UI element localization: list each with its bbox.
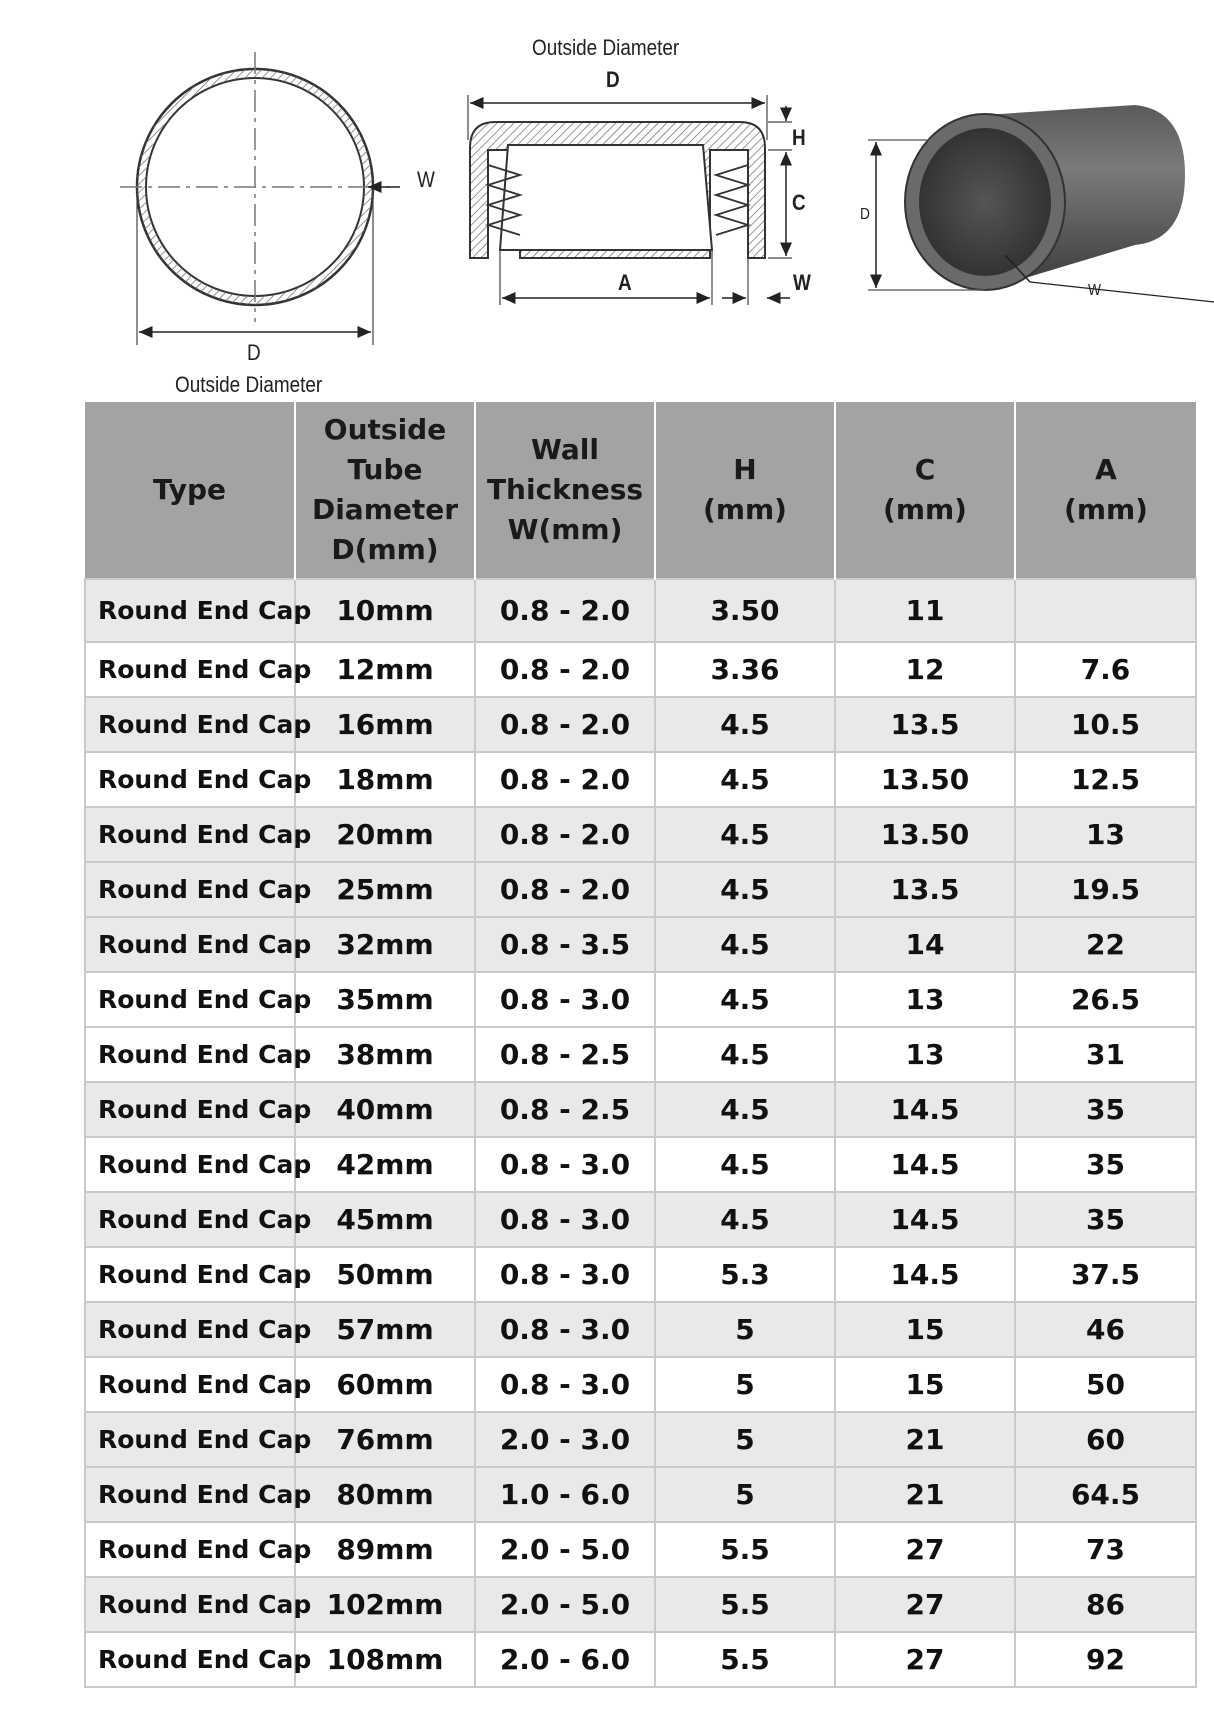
h-cell: 4.5	[655, 1137, 835, 1192]
column-header-line: (mm)	[883, 493, 967, 526]
wall-thickness-cell: 0.8 - 3.0	[475, 1137, 655, 1192]
h-cell: 3.36	[655, 642, 835, 697]
a-cell: 73	[1015, 1522, 1196, 1577]
diagram-area	[0, 0, 1214, 400]
spec-table	[84, 402, 1197, 1688]
c-cell: 13	[835, 972, 1015, 1027]
a-cell: 46	[1015, 1302, 1196, 1357]
h-cell: 5	[655, 1357, 835, 1412]
wall-thickness-cell: 0.8 - 2.0	[475, 862, 655, 917]
diameter-cell: 108mm	[295, 1632, 475, 1687]
tube-d-label: D	[860, 206, 870, 223]
column-header-line: Tube	[347, 453, 423, 486]
a-cell: 7.6	[1015, 642, 1196, 697]
h-cell: 4.5	[655, 972, 835, 1027]
diameter-cell: 80mm	[295, 1467, 475, 1522]
h-cell: 4.5	[655, 697, 835, 752]
c-cell: 21	[835, 1467, 1015, 1522]
type-cell: Round End Cap	[85, 972, 295, 1027]
type-cell: Round End Cap	[85, 1522, 295, 1577]
column-header-line: Outside	[323, 413, 447, 446]
a-cell: 35	[1015, 1137, 1196, 1192]
diameter-cell: 57mm	[295, 1302, 475, 1357]
table-row	[85, 1632, 1196, 1687]
diameter-cell: 60mm	[295, 1357, 475, 1412]
c-cell: 27	[835, 1632, 1015, 1687]
column-header	[1015, 402, 1196, 579]
diameter-cell: 35mm	[295, 972, 475, 1027]
type-cell: Round End Cap	[85, 1027, 295, 1082]
c-cell: 13.50	[835, 807, 1015, 862]
type-cell: Round End Cap	[85, 807, 295, 862]
wall-thickness-cell: 0.8 - 2.0	[475, 642, 655, 697]
c-cell: 11	[835, 579, 1015, 642]
type-cell: Round End Cap	[85, 1192, 295, 1247]
type-cell: Round End Cap	[85, 1137, 295, 1192]
h-cell: 4.5	[655, 807, 835, 862]
diameter-cell: 12mm	[295, 642, 475, 697]
wall-thickness-cell: 0.8 - 2.0	[475, 697, 655, 752]
column-header-line: Thickness	[486, 473, 644, 506]
h-cell: 4.5	[655, 752, 835, 807]
diameter-cell: 89mm	[295, 1522, 475, 1577]
type-cell: Round End Cap	[85, 1632, 295, 1687]
type-cell: Round End Cap	[85, 1302, 295, 1357]
wall-thickness-cell: 0.8 - 3.0	[475, 972, 655, 1027]
table-row	[85, 1137, 1196, 1192]
type-cell: Round End Cap	[85, 1412, 295, 1467]
diameter-cell: 16mm	[295, 697, 475, 752]
column-header-line: W(mm)	[507, 513, 623, 546]
c-cell: 14.5	[835, 1247, 1015, 1302]
a-cell: 12.5	[1015, 752, 1196, 807]
table-row	[85, 1302, 1196, 1357]
h-cell: 5.5	[655, 1522, 835, 1577]
column-header-line: Wall	[531, 433, 599, 466]
diameter-cell: 102mm	[295, 1577, 475, 1632]
table-row	[85, 697, 1196, 752]
table-row	[85, 1577, 1196, 1632]
type-cell: Round End Cap	[85, 917, 295, 972]
h-cell: 4.5	[655, 862, 835, 917]
type-cell: Round End Cap	[85, 579, 295, 642]
table-row	[85, 1467, 1196, 1522]
a-cell: 92	[1015, 1632, 1196, 1687]
diameter-cell: 76mm	[295, 1412, 475, 1467]
wall-thickness-cell: 0.8 - 3.5	[475, 917, 655, 972]
h-cell: 5.3	[655, 1247, 835, 1302]
table-row	[85, 807, 1196, 862]
ring-w-label: W	[417, 167, 435, 192]
cap-a-label: A	[618, 270, 632, 295]
cap-c-label: C	[792, 190, 806, 215]
c-cell: 13.50	[835, 752, 1015, 807]
type-cell: Round End Cap	[85, 1577, 295, 1632]
c-cell: 13.5	[835, 697, 1015, 752]
cap-caption: Outside Diameter	[532, 35, 680, 60]
column-header-line: (mm)	[1064, 493, 1148, 526]
h-cell: 5	[655, 1302, 835, 1357]
table-row	[85, 917, 1196, 972]
wall-thickness-cell: 0.8 - 2.0	[475, 752, 655, 807]
wall-thickness-cell: 0.8 - 2.0	[475, 579, 655, 642]
type-cell: Round End Cap	[85, 1082, 295, 1137]
a-cell: 64.5	[1015, 1467, 1196, 1522]
wall-thickness-cell: 1.0 - 6.0	[475, 1467, 655, 1522]
c-cell: 14	[835, 917, 1015, 972]
diameter-cell: 38mm	[295, 1027, 475, 1082]
c-cell: 14.5	[835, 1082, 1015, 1137]
column-header	[655, 402, 835, 579]
c-cell: 15	[835, 1302, 1015, 1357]
cap-d-label: D	[606, 67, 620, 92]
table-row	[85, 642, 1196, 697]
type-cell: Round End Cap	[85, 1467, 295, 1522]
table-row	[85, 862, 1196, 917]
table-body	[85, 579, 1196, 1687]
wall-thickness-cell: 2.0 - 5.0	[475, 1577, 655, 1632]
column-header	[85, 402, 295, 579]
h-cell: 5.5	[655, 1577, 835, 1632]
h-cell: 5	[655, 1467, 835, 1522]
a-cell: 19.5	[1015, 862, 1196, 917]
a-cell	[1015, 579, 1196, 642]
table-row	[85, 1247, 1196, 1302]
a-cell: 31	[1015, 1027, 1196, 1082]
wall-thickness-cell: 0.8 - 2.5	[475, 1082, 655, 1137]
column-header-line: D(mm)	[331, 533, 439, 566]
wall-thickness-cell: 2.0 - 3.0	[475, 1412, 655, 1467]
wall-thickness-cell: 0.8 - 2.5	[475, 1027, 655, 1082]
diameter-cell: 10mm	[295, 579, 475, 642]
tube-w-label: W	[1088, 282, 1101, 299]
h-cell: 4.5	[655, 1082, 835, 1137]
column-header-line: (mm)	[703, 493, 787, 526]
wall-thickness-cell: 0.8 - 3.0	[475, 1357, 655, 1412]
ring-d-label: D	[247, 340, 261, 365]
column-header-line: A	[1095, 453, 1117, 486]
diameter-cell: 18mm	[295, 752, 475, 807]
type-cell: Round End Cap	[85, 1357, 295, 1412]
cap-h-label: H	[792, 125, 806, 150]
a-cell: 50	[1015, 1357, 1196, 1412]
type-cell: Round End Cap	[85, 862, 295, 917]
c-cell: 13.5	[835, 862, 1015, 917]
a-cell: 86	[1015, 1577, 1196, 1632]
wall-thickness-cell: 0.8 - 3.0	[475, 1192, 655, 1247]
diameter-cell: 40mm	[295, 1082, 475, 1137]
diameter-cell: 45mm	[295, 1192, 475, 1247]
a-cell: 37.5	[1015, 1247, 1196, 1302]
wall-thickness-cell: 2.0 - 6.0	[475, 1632, 655, 1687]
column-header	[835, 402, 1015, 579]
h-cell: 4.5	[655, 1027, 835, 1082]
ring-section-drawing	[120, 52, 400, 345]
header-row	[85, 402, 1196, 579]
diameter-cell: 20mm	[295, 807, 475, 862]
table-row	[85, 1027, 1196, 1082]
c-cell: 14.5	[835, 1137, 1015, 1192]
h-cell: 3.50	[655, 579, 835, 642]
table-row	[85, 1522, 1196, 1577]
c-cell: 15	[835, 1357, 1015, 1412]
a-cell: 26.5	[1015, 972, 1196, 1027]
a-cell: 35	[1015, 1192, 1196, 1247]
a-cell: 35	[1015, 1082, 1196, 1137]
table-row	[85, 1412, 1196, 1467]
h-cell: 4.5	[655, 1192, 835, 1247]
column-header-line: H	[733, 453, 757, 486]
c-cell: 21	[835, 1412, 1015, 1467]
h-cell: 5	[655, 1412, 835, 1467]
ring-caption: Outside Diameter	[175, 372, 323, 397]
diameter-cell: 42mm	[295, 1137, 475, 1192]
wall-thickness-cell: 0.8 - 3.0	[475, 1302, 655, 1357]
a-cell: 10.5	[1015, 697, 1196, 752]
table-row	[85, 752, 1196, 807]
h-cell: 4.5	[655, 917, 835, 972]
a-cell: 13	[1015, 807, 1196, 862]
type-cell: Round End Cap	[85, 642, 295, 697]
c-cell: 27	[835, 1577, 1015, 1632]
table-row	[85, 1357, 1196, 1412]
column-header-line: Diameter	[311, 493, 459, 526]
h-cell: 5.5	[655, 1632, 835, 1687]
column-header-line: Type	[152, 473, 227, 506]
table-row	[85, 972, 1196, 1027]
wall-thickness-cell: 0.8 - 2.0	[475, 807, 655, 862]
tube-drawing	[868, 105, 1214, 302]
wall-thickness-cell: 0.8 - 3.0	[475, 1247, 655, 1302]
type-cell: Round End Cap	[85, 1247, 295, 1302]
table-row	[85, 1082, 1196, 1137]
diameter-cell: 32mm	[295, 917, 475, 972]
c-cell: 27	[835, 1522, 1015, 1577]
table-row	[85, 1192, 1196, 1247]
wall-thickness-cell: 2.0 - 5.0	[475, 1522, 655, 1577]
table-row	[85, 579, 1196, 642]
c-cell: 14.5	[835, 1192, 1015, 1247]
a-cell: 22	[1015, 917, 1196, 972]
a-cell: 60	[1015, 1412, 1196, 1467]
column-header	[475, 402, 655, 579]
diameter-cell: 25mm	[295, 862, 475, 917]
diameter-cell: 50mm	[295, 1247, 475, 1302]
type-cell: Round End Cap	[85, 752, 295, 807]
c-cell: 12	[835, 642, 1015, 697]
c-cell: 13	[835, 1027, 1015, 1082]
column-header	[295, 402, 475, 579]
cap-w-label: W	[793, 270, 811, 295]
type-cell: Round End Cap	[85, 697, 295, 752]
column-header-line: C	[914, 453, 936, 486]
